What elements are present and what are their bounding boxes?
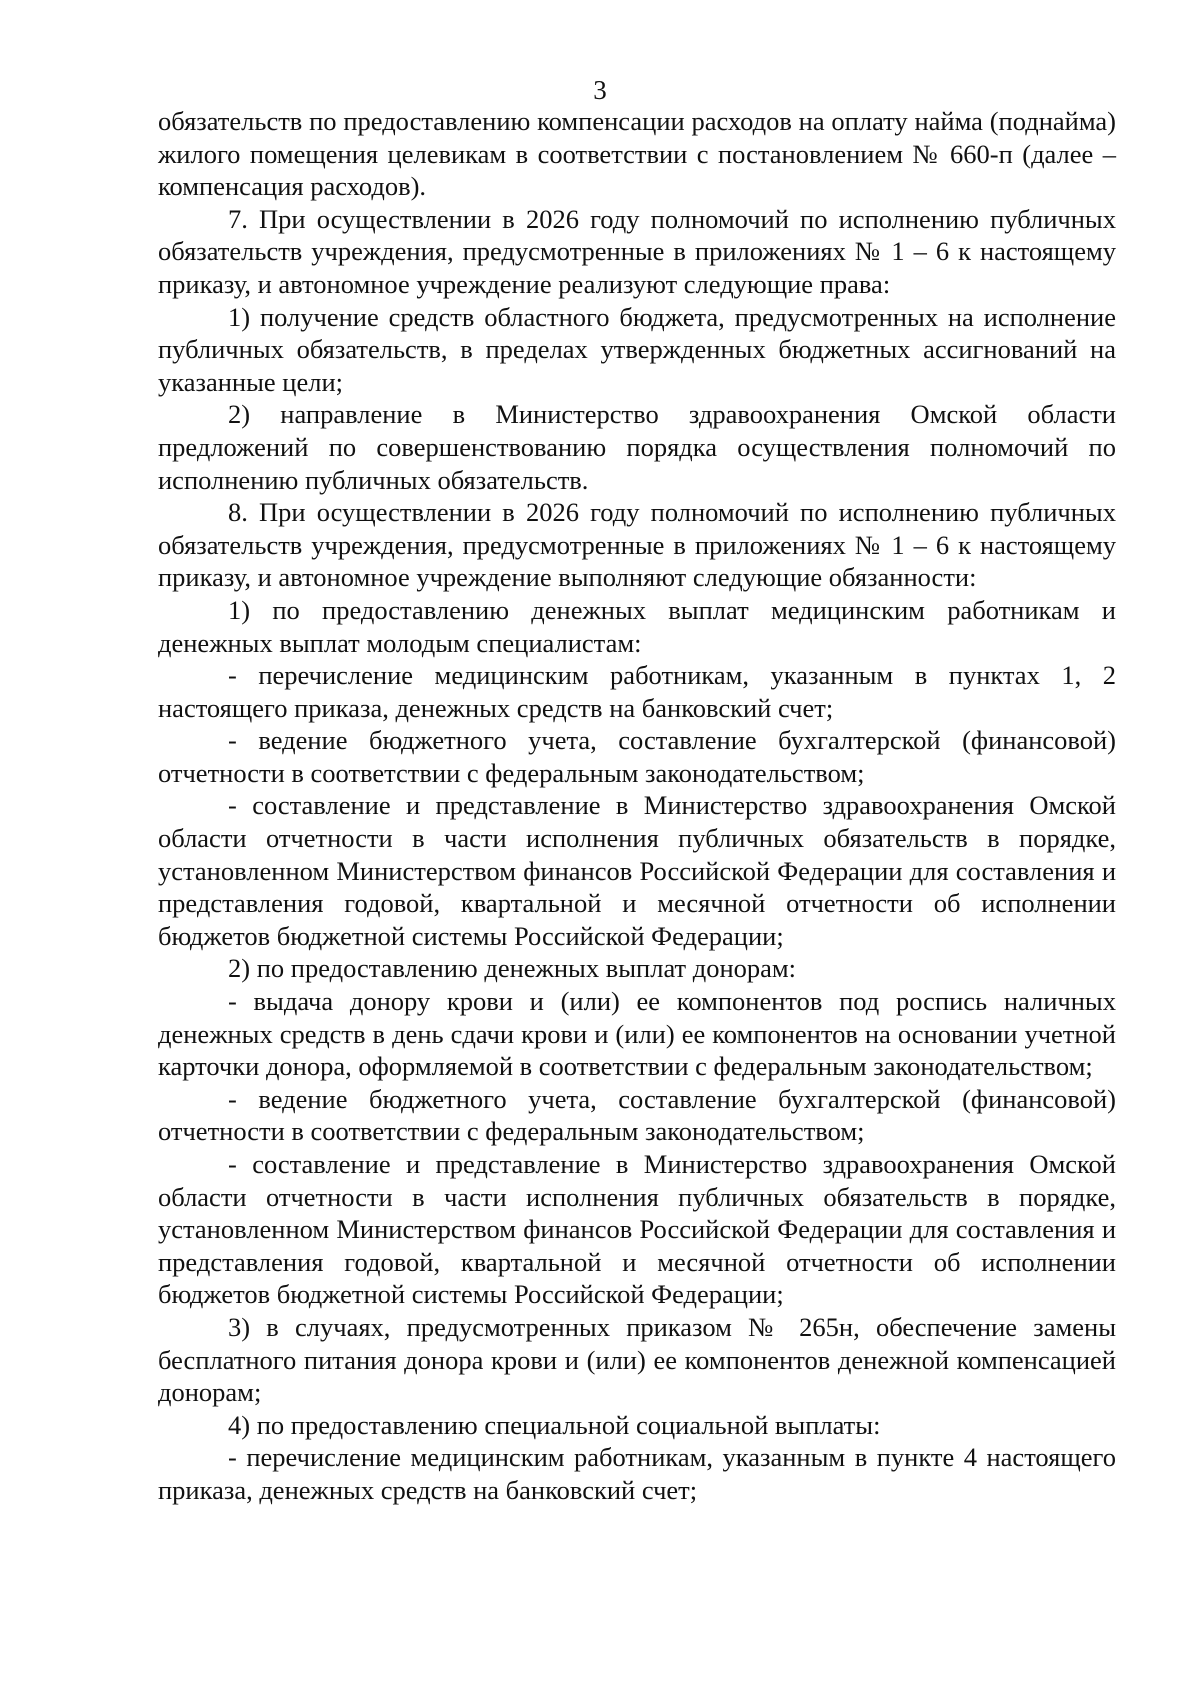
- document-body: [158, 105, 1116, 1507]
- paragraph-clause-8-2: 2) по предоставлению денежных выплат донорам:: [228, 953, 797, 984]
- paragraph-continuation: обязательств по предоставлению компенсации расходов на оплату найма (поднайма) жилого помещения целевикам в соответствии с постановлением № 660-п (далее – компенсация расходов).: [158, 106, 1116, 202]
- paragraph-clause-8: 8. При осуществлении в 2026 году полномочий по исполнению публичных обязательств учреждения, предусмотренные в приложениях № 1 – 6 к настоящему приказу, и автономное учреждение выполняют следующие обязанности:: [158, 497, 1116, 593]
- paragraph-clause-8-4: 4) по предоставлению специальной социальной выплаты:: [228, 1409, 881, 1440]
- paragraph-clause-8-3: 3) в случаях, предусмотренных приказом № 265н, обеспечение замены бесплатного питания донора крови и (или) ее компонентов денежной компенсацией донорам;: [158, 1311, 1116, 1408]
- paragraph-clause-8-2-item: - выдача донору крови и (или) ее компонентов под роспись наличных денежных средств в день сдачи крови и (или) ее компонентов на основании учетной карточки донора, оформляемой в соответствии с федеральным законодательством;: [158, 986, 1116, 1082]
- paragraph-clause-7: 7. При осуществлении в 2026 году полномочий по исполнению публичных обязательств учреждения, предусмотренные в приложениях № 1 – 6 к настоящему приказу, и автономное учреждение реализуют следующие права:: [158, 203, 1116, 299]
- paragraph-clause-7-2: 2) направление в Министерство здравоохранения Омской области предложений по совершенствованию порядка осуществления полномочий по исполнению публичных обязательств.: [158, 399, 1116, 495]
- paragraph-clause-8-1-item: - перечисление медицинским работникам, указанным в пунктах 1, 2 настоящего приказа, денежных средств на банковский счет;: [158, 660, 1116, 723]
- page-number: 3: [593, 75, 607, 105]
- paragraph-clause-8-1-item: - ведение бюджетного учета, составление бухгалтерской (финансовой) отчетности в соответствии с федеральным законодательством;: [158, 725, 1116, 788]
- paragraph-clause-8-1: 1) по предоставлению денежных выплат медицинским работникам и денежных выплат молодым специалистам:: [158, 594, 1116, 658]
- paragraph-clause-8-4-item: - перечисление медицинским работникам, указанным в пункте 4 настоящего приказа, денежных средств на банковский счет;: [158, 1442, 1116, 1505]
- paragraph-clause-8-1-item: - составление и представление в Министерство здравоохранения Омской области отчетности в части исполнения публичных обязательств в порядке, установленном Министерством финансов Российской Федерации для составления и представления годовой, квартальной и месячной отчетности об исполнении бюджетов бюджетной системы Российской Федерации;: [158, 790, 1116, 951]
- paragraph-clause-8-2-item: - составление и представление в Министерство здравоохранения Омской области отчетности в части исполнения публичных обязательств в порядке, установленном Министерством финансов Российской Федерации для составления и представления годовой, квартальной и месячной отчетности об исполнении бюджетов бюджетной системы Российской Федерации;: [158, 1149, 1116, 1310]
- paragraph-clause-7-1: 1) получение средств областного бюджета, предусмотренных на исполнение публичных обязательств, в пределах утвержденных бюджетных ассигнований на указанные цели;: [158, 301, 1116, 397]
- paragraph-clause-8-2-item: - ведение бюджетного учета, составление бухгалтерской (финансовой) отчетности в соответствии с федеральным законодательством;: [158, 1083, 1116, 1147]
